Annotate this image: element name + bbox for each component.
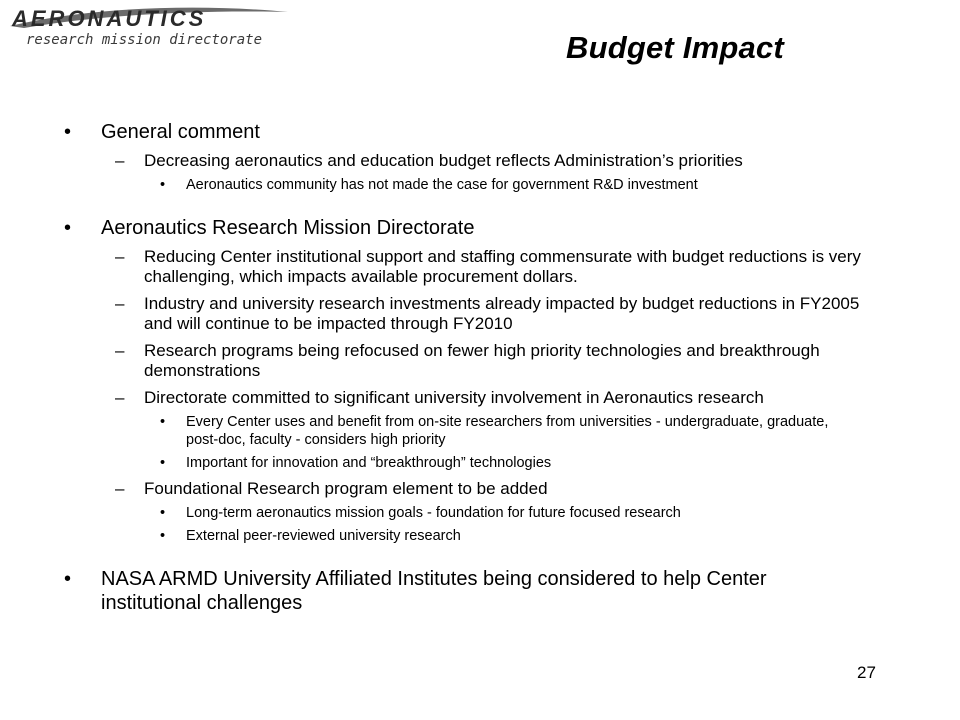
bullet-level1-marker: • xyxy=(64,217,72,239)
bullet-level2-text: Industry and university research investments already impacted by budget reductions in FY2005 and will continue to be impacted through FY2010 xyxy=(144,294,860,333)
bullet-level3-marker: • xyxy=(160,414,166,430)
bullet-level2-text: Decreasing aeronautics and education budget reflects Administration’s priorities xyxy=(144,151,743,170)
bullet-level2-marker: – xyxy=(115,388,125,407)
logo-wordmark: AERONAUTICS xyxy=(12,6,207,31)
bullet-level2-text: Research programs being refocused on fewer high priority technologies and breakthrough demonstrations xyxy=(144,341,820,380)
page-number: 27 xyxy=(857,663,876,682)
bullet-level3-text: Every Center uses and benefit from on-site researchers from universities - undergraduate, graduate, post-doc, faculty - considers high priority xyxy=(186,414,829,448)
bullet-level2-text: Directorate committed to significant university involvement in Aeronautics research xyxy=(144,388,764,407)
bullet-level3-text: Long-term aeronautics mission goals - foundation for future focused research xyxy=(186,505,681,521)
bullet-level1-text: Aeronautics Research Mission Directorate xyxy=(101,217,475,239)
slide-title: Budget Impact xyxy=(566,30,784,65)
bullet-level2-marker: – xyxy=(115,341,125,360)
bullet-level3 xyxy=(0,454,836,472)
bullet-level3 xyxy=(0,527,836,545)
bullet-level2-text: Foundational Research program element to be added xyxy=(144,479,548,498)
bullet-level1-marker: • xyxy=(64,568,72,590)
bullet-level2-marker: – xyxy=(115,247,125,266)
bullet-level2-marker: – xyxy=(115,294,125,313)
bullet-level2 xyxy=(0,151,874,171)
bullet-level2 xyxy=(0,388,874,408)
bullet-level3 xyxy=(0,176,836,194)
bullet-level3-marker: • xyxy=(160,528,166,544)
bullet-level2-marker: – xyxy=(115,479,125,498)
bullet-level2 xyxy=(0,247,874,287)
bullet-level3-marker: • xyxy=(160,455,166,471)
bullet-level2-text: Reducing Center institutional support and staffing commensurate with budget reductions is very challenging, which impacts available procurement dollars. xyxy=(144,247,861,286)
aeronautics-logo-graphic xyxy=(4,2,294,48)
bullet-level3-text: Important for innovation and “breakthrough” technologies xyxy=(186,455,552,471)
bullet-level1 xyxy=(0,216,871,240)
logo-tagline: research mission directorate xyxy=(26,32,263,48)
bullet-level3 xyxy=(0,504,836,522)
bullet-level3-text: Aeronautics community has not made the case for government R&D investment xyxy=(186,177,698,193)
bullet-level1 xyxy=(0,567,871,615)
bullet-level3-marker: • xyxy=(160,505,166,521)
bullet-level3 xyxy=(0,413,836,449)
bullet-list xyxy=(0,98,960,615)
bullet-level2 xyxy=(0,294,874,334)
aeronautics-logo xyxy=(4,2,294,48)
bullet-level3-text: External peer-reviewed university research xyxy=(186,528,461,544)
bullet-level1-text: General comment xyxy=(101,121,260,143)
bullet-level3-marker: • xyxy=(160,177,166,193)
bullet-level1 xyxy=(0,120,871,144)
bullet-level2-marker: – xyxy=(115,151,125,170)
bullet-level1-text: NASA ARMD University Affiliated Institutes being considered to help Center institutional challenges xyxy=(101,568,767,614)
bullet-level2 xyxy=(0,341,874,381)
bullet-level1-marker: • xyxy=(64,121,72,143)
bullet-level2 xyxy=(0,479,874,499)
